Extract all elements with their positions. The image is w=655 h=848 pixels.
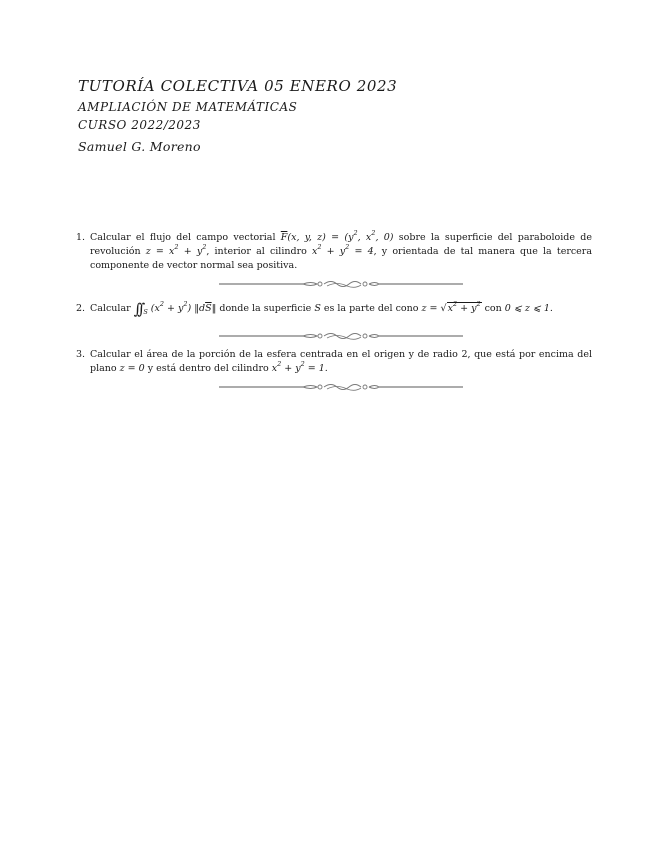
formula-cylinder: $x^2 + y^2 = 1$ (271, 359, 325, 374)
ornament-divider (219, 331, 463, 341)
formula-cylinder: $x^2 + y^2 = 4$ (312, 242, 374, 257)
document-header (78, 76, 397, 156)
ornament-divider (219, 279, 463, 289)
course-line: CURSO 2022/2023 (78, 118, 201, 132)
document-title: TUTORÍA COLECTIVA 05 ENERO 2023 (78, 77, 398, 95)
problem-text (90, 299, 592, 318)
problem-3 (76, 348, 592, 376)
text-run: . (324, 363, 328, 374)
subject-line: AMPLIACIÓN DE MATEMÁTICAS (78, 100, 298, 114)
problem-text (90, 228, 593, 273)
problem-number: 1. (76, 232, 86, 243)
problem-number: 3. (76, 349, 86, 360)
text-run: , interior al cilindro (206, 246, 313, 257)
text-run: Calcular (90, 303, 134, 314)
formula-vector-field: $\overline{F}(x$, y, $z) = (y^2$, $x^2$, 0) (280, 228, 394, 243)
ornament-divider (219, 382, 463, 392)
text-run: . (549, 303, 553, 314)
problem-1 (76, 228, 593, 273)
formula-cone: $z = √x^2 + y^2$ (421, 299, 481, 314)
text-run: donde la superficie (216, 303, 315, 314)
problem-text (90, 348, 592, 376)
text-run: es la parte del cono (320, 303, 422, 314)
formula-surface-name: S (314, 303, 321, 314)
problem-2 (76, 299, 592, 318)
text-run: con (481, 303, 505, 314)
formula-bounds: 0 ⩽ z ⩽ 1 (504, 303, 550, 314)
formula-surface-integral: ∫∫ $_S$ $(x^2 + y^2)$ $‖d\overline{S}‖$ (133, 299, 217, 318)
formula-plane: z = 0 (119, 363, 145, 374)
text-run: sobre la superficie del paraboloide de revolución (90, 232, 592, 257)
author-line: Samuel G. Moreno (78, 139, 201, 154)
problem-number: 2. (76, 303, 86, 314)
text-run: y está dentro del cilindro (144, 363, 272, 374)
text-run: Calcular el área de la porción de la esfera centrada en el origen y de radio 2, que está por encima del plano (90, 349, 592, 374)
text-run: Calcular el flujo del campo vectorial (90, 232, 281, 243)
text-run: , y orientada de tal manera que la tercera componente de vector normal sea positiva. (90, 246, 593, 271)
formula-paraboloid: $z = x^2 + y^2$ (145, 242, 207, 257)
